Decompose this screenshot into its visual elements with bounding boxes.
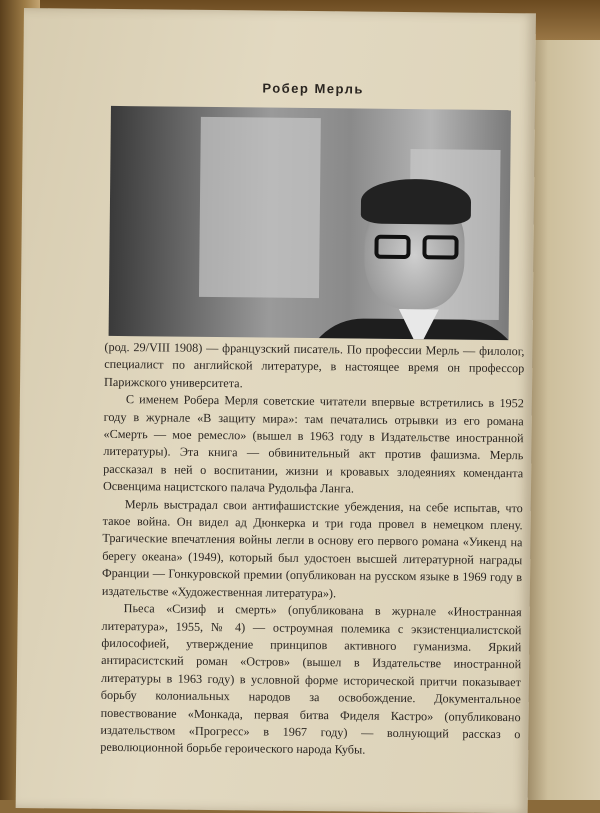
book-page	[16, 8, 536, 813]
glasses-icon	[372, 235, 462, 262]
photo-person	[303, 168, 511, 340]
paragraph: (род. 29/VIII 1908) — французский писатель. По профессии Мерль — филолог, специалист по английской литературе, в настоящее время он профессор Парижского университета.	[104, 339, 525, 391]
article-text	[100, 339, 524, 761]
paragraph: Мерль выстрадал свои антифашистские убеждения, на себе испытав, что такое война. Он видел ад Дюнкерка и три года провел в немецком плену. Трагические впечатления войны легли в основу его первого романа «Уикенд на берегу океана» (1949), который был удостоен высшей литературной награды Франции — Гонкуровской премии (опубликован на русском языке в 1969 году в издательстве «Художественная литература»).	[101, 496, 523, 600]
page-title: Робер Мерль	[262, 80, 365, 97]
paragraph: С именем Робера Мерля советские читатели впервые встретились в 1952 году в журнале «В защиту мира»: там печатались отрывки из его романа «Смерть — мое ремесло» (вышел в 1963 году в Издательстве иностранной литературы). Эта книга — обвинительный акт против фашизма. Мерль рассказал в ней о воспитании, жизни и кровавых злодеяниях коменданта Освенцима нацистского палача Рудольфа Ланга.	[102, 392, 524, 496]
photo-hair	[361, 179, 471, 225]
photo-building	[199, 117, 321, 298]
author-photo	[109, 106, 511, 340]
paragraph: Пьеса «Сизиф и смерть» (опубликована в журнале «Иностранная литература», 1955, № 4) — остроумная полемика с экзистенциалистской философией, утверждение принципов активного гуманизма. Яркий антирасистский роман «Остров» (вышел в Издательстве иностранной литературы в 1963 году) в условной форме исторической притчи показывает борьбу колониальных народов за освобождение. Документальное повествование «Монкада, первая битва Фиделя Кастро» (опубликовано издательством «Прогресс» в 1967 году) — волнующий рассказ о революционной борьбе героического народа Кубы.	[100, 601, 522, 757]
